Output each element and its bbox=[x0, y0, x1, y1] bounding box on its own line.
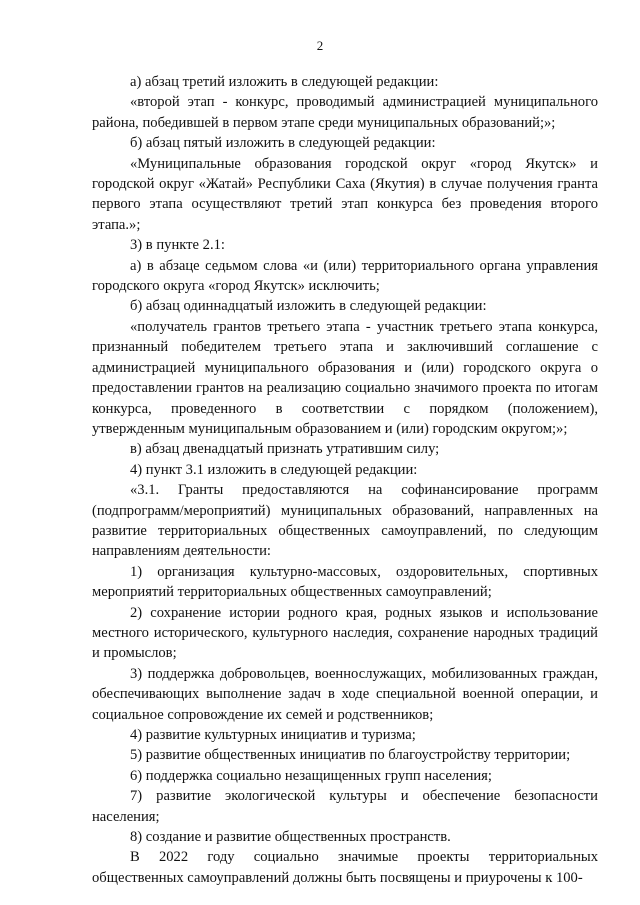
paragraph-3: б) абзац пятый изложить в следующей редакции: bbox=[130, 135, 436, 152]
page-number: 2 bbox=[316, 38, 324, 53]
paragraph-10: 4) пункт 3.1 изложить в следующей редакции: bbox=[130, 461, 418, 478]
paragraph-20: В 2022 году социально значимые проекты территориальных общественных самоуправлений должны быть посвящены и приурочены к 100- bbox=[92, 849, 598, 886]
paragraph-8: «получатель грантов третьего этапа - участник третьего этапа конкурса, признанный победителем третьего этапа и заключивший соглашение с администрацией муниципального образования и (или) городского округа о предоставлении грантов на реализацию социально значимого проекта по итогам конкурса, проведенного в соответствии с порядком (положением), утвержденным муниципальным образованием и (или) городским округом;»; bbox=[92, 318, 598, 437]
paragraph-19: 8) создание и развитие общественных пространств. bbox=[130, 829, 451, 846]
paragraph-9: в) абзац двенадцатый признать утратившим силу; bbox=[130, 441, 440, 458]
paragraph-15: 4) развитие культурных инициатив и туризма; bbox=[130, 727, 416, 743]
paragraph-7: б) абзац одиннадцатый изложить в следующей редакции: bbox=[130, 298, 487, 315]
document-body bbox=[92, 72, 598, 888]
paragraph-18: 7) развитие экологической культуры и обеспечение безопасности населения; bbox=[92, 788, 598, 825]
paragraph-14: 3) поддержка добровольцев, военнослужащих, мобилизованных граждан, обеспечивающих выполнение задач в ходе специальной военной операции, и социальное сопровождение их семей и родственников; bbox=[92, 665, 598, 723]
paragraph-11: «3.1. Гранты предоставляются на софинансирование программ (подпрограмм/мероприятий) муниципальных образований, направленных на развитие территориальных общественных самоуправлений, по следующим направлениям деятельности: bbox=[92, 482, 598, 560]
paragraph-2: «второй этап - конкурс, проводимый администрацией муниципального района, победившей в первом этапе среди муниципальных образований;»; bbox=[92, 94, 598, 131]
paragraph-1: а) абзац третий изложить в следующей редакции: bbox=[130, 74, 439, 90]
paragraph-16: 5) развитие общественных инициатив по благоустройству территории; bbox=[130, 747, 571, 764]
paragraph-6: а) в абзаце седьмом слова «и (или) территориального органа управления городского округа «город Якутск» исключить; bbox=[92, 257, 598, 295]
paragraph-17: 6) поддержка социально незащищенных групп населения; bbox=[130, 767, 492, 784]
paragraph-13: 2) сохранение истории родного края, родных языков и использование местного исторического, культурного наследия, сохранение народных традиций и промыслов; bbox=[92, 604, 598, 662]
paragraph-5: 3) в пункте 2.1: bbox=[130, 237, 225, 254]
paragraph-12: 1) организация культурно-массовых, оздоровительных, спортивных мероприятий территориальных общественных самоуправлений; bbox=[92, 563, 598, 601]
paragraph-4: «Муниципальные образования городской округ «город Якутск» и городской округ «Жатай» Республики Саха (Якутия) в случае получения гранта первого этапа осуществляют третий этап конкурса без проведения второго этапа.»; bbox=[92, 155, 598, 233]
